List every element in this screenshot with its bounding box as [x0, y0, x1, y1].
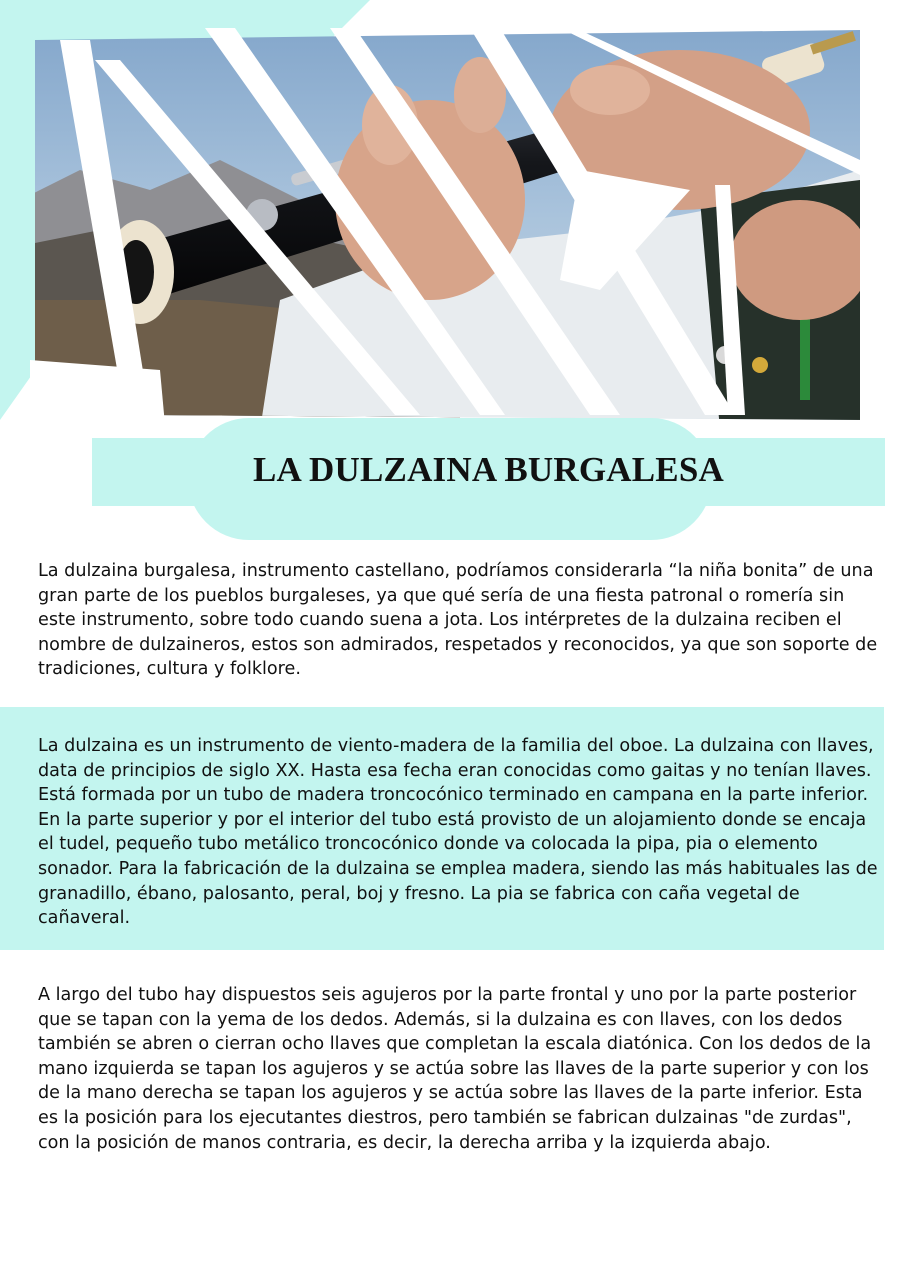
header-photo-collage	[0, 0, 918, 430]
intro-paragraph: La dulzaina burgalesa, instrumento castellano, podríamos considerarla “la niña bonita” de una gran parte de los pueblos burgaleses, ya que qué sería de una fiesta patronal o romería sin este instrumento, sobre todo cuando suena a jota. Los intérpretes de la dulzaina reciben el nombre de dulzaineros, estos son admirados, respetados y reconocidos, ya que son soporte de tradiciones, cultura y folklore.	[38, 561, 878, 680]
technique-paragraph: A largo del tubo hay dispuestos seis agujeros por la parte frontal y uno por la parte posterior que se tapan con la yema de los dedos. Además, si la dulzaina es con llaves, con los dedos también se abren o cierran ocho llaves que completan la escala diatónica. Con los dedos de la mano izquierda se tapan los agujeros y se actúa sobre las llaves de la parte superior y con los de la mano derecha se tapan los agujeros y se actúa sobre las llaves de la parte inferior. Esta es la posición para los ejecutantes diestros, pero también se fabrican dulzainas "de zurdas", con la posición de manos contraria, es decir, la derecha arriba y la izquierda abajo.	[38, 985, 872, 1153]
description-paragraph: La dulzaina es un instrumento de viento-madera de la familia del oboe. La dulzaina con llaves, data de principios de siglo XX. Hasta esa fecha eran conocidas como gaitas y no tenían llaves. Está formada por un tubo de madera troncocónico terminado en campana en la parte inferior. En la parte superior y por el interior del tubo está provisto de un alojamiento donde se encaja el tudel, pequeño tubo metálico troncocónico donde va colocada la pipa, pia o elemento sonador. Para la fabricación de la dulzaina se emplea madera, siendo las más habituales las de granadillo, ébano, palosanto, peral, boj y fresno. La pia se fabrica con caña vegetal de cañaveral.	[38, 736, 878, 929]
page-title: LA DULZAINA BURGALESA	[253, 450, 724, 489]
